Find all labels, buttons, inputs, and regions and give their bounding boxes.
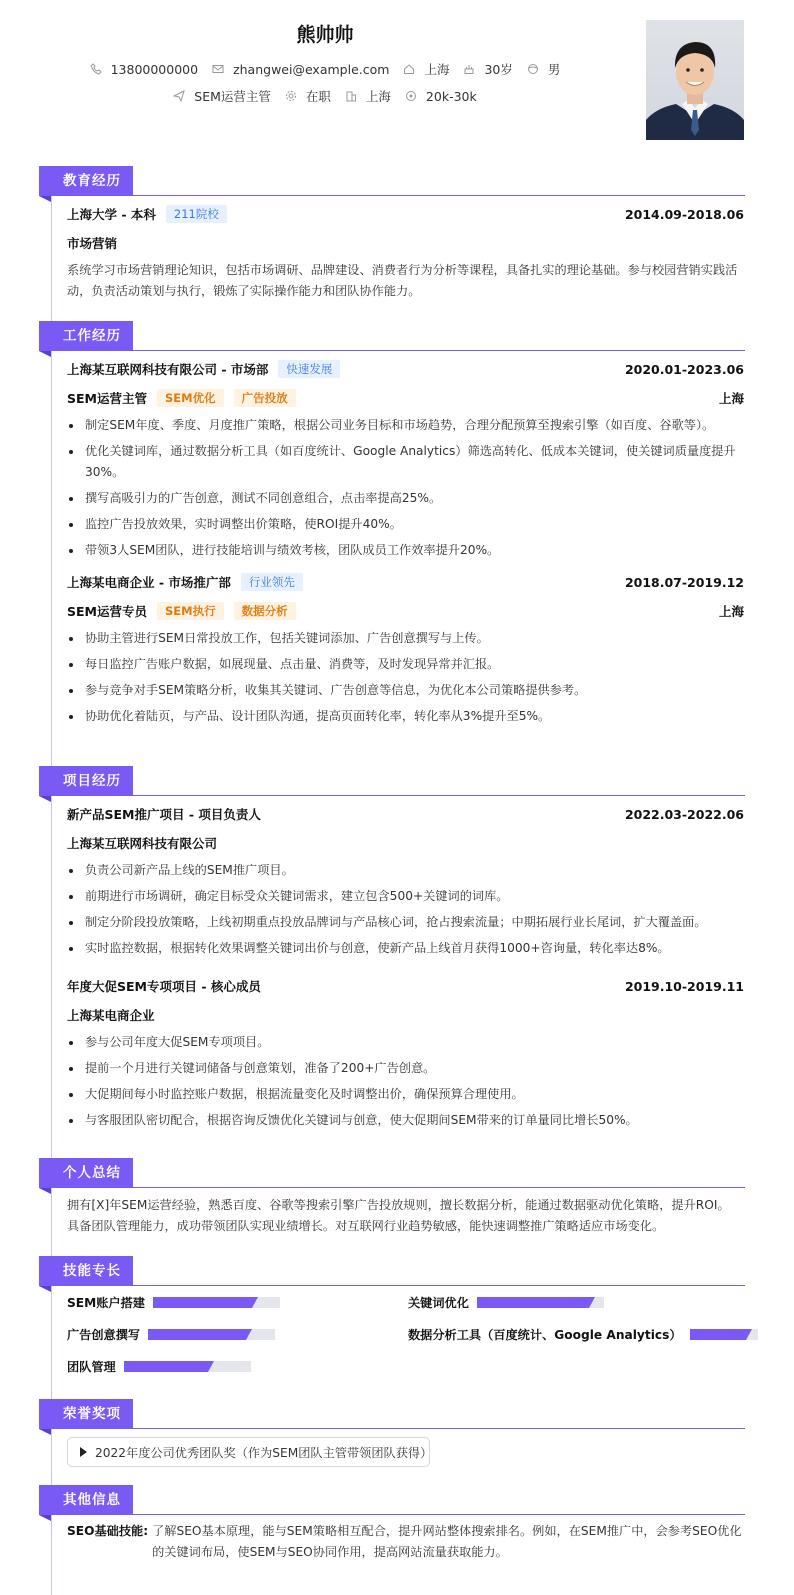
project-company: 上海某互联网科技有限公司 xyxy=(67,836,218,851)
list-item: 参与竞争对手SEM策略分析，收集其关键词、广告创意等信息，为优化本公司策略提供参考。 xyxy=(67,680,744,701)
company-tag: 快速发展 xyxy=(278,360,340,378)
other-label: SEO基础技能: xyxy=(67,1524,149,1538)
contact-email: zhangwei@example.com xyxy=(212,62,389,77)
skill-name: 团队管理 xyxy=(67,1360,116,1374)
education-major-row xyxy=(67,234,744,252)
list-item: 优化关键词库，通过数据分析工具（如百度统计、Google Analytics）筛选高转化、低成本关键词，使关键词质量度提升30%。 xyxy=(67,441,744,483)
skill-name: SEM账户搭建 xyxy=(67,1296,145,1310)
skill-name: 数据分析工具（百度统计、Google Analytics） xyxy=(408,1328,682,1342)
project-company: 上海某电商企业 xyxy=(67,1008,155,1023)
section-summary xyxy=(39,1158,745,1188)
work-bullets xyxy=(67,415,744,566)
list-item: 协助主管进行SEM日常投放工作，包括关键词添加、广告创意撰写与上传。 xyxy=(67,628,744,649)
project-date: 2022.03-2022.06 xyxy=(624,806,744,822)
phone-icon xyxy=(90,63,102,75)
job-title: SEM运营主管 xyxy=(67,391,147,406)
project-company-row xyxy=(67,834,744,852)
contact-phone: 13800000000 xyxy=(90,62,198,77)
education-date: 2014.09-2018.06 xyxy=(624,206,744,222)
section-title: 技能专长 xyxy=(39,1256,133,1286)
section-title: 工作经历 xyxy=(39,321,133,351)
skill-name: 广告创意撰写 xyxy=(67,1328,141,1342)
work-role-row xyxy=(67,602,744,620)
project-name: 年度大促SEM专项项目 - 核心成员 xyxy=(67,979,261,994)
intent-job: SEM运营主管 xyxy=(173,87,271,105)
section-title: 项目经历 xyxy=(39,766,133,796)
education-header xyxy=(67,205,744,223)
skill-bar-fill xyxy=(153,1297,252,1308)
skill-bar-fill xyxy=(477,1297,589,1308)
project-bullets xyxy=(67,860,744,964)
list-item: 负责公司新产品上线的SEM推广项目。 xyxy=(67,860,744,881)
list-item: 每日监控广告账户数据，如展现量、点击量、消费等，及时发现异常并汇报。 xyxy=(67,654,744,675)
other-text: 了解SEO基本原理，能与SEM策略相互配合，提升网站整体搜索排名。例如，在SEM推广中，会参考SEO优化的关键词布局，使SEM与SEO协同作用，提高网站流量获取能力。 xyxy=(152,1524,742,1559)
gender-icon xyxy=(527,63,539,75)
work-date: 2020.01-2023.06 xyxy=(624,361,744,377)
skill-bar-fill xyxy=(690,1329,746,1340)
company-tag: 行业领先 xyxy=(241,573,303,591)
list-item: 与客服团队密切配合，根据咨询反馈优化关键词与创意，使大促期间SEM带来的订单量同比增长50%。 xyxy=(67,1110,744,1131)
skill-bar xyxy=(690,1329,758,1340)
role-tag: 广告投放 xyxy=(234,389,296,407)
project-name: 新产品SEM推广项目 - 项目负责人 xyxy=(67,807,261,822)
contact-city: 上海 xyxy=(403,60,449,78)
money-icon xyxy=(405,90,417,102)
section-other xyxy=(39,1485,745,1515)
job-intent-row xyxy=(0,87,650,105)
work-header xyxy=(67,360,744,378)
role-tag: SEM执行 xyxy=(157,602,224,620)
section-awards xyxy=(39,1399,745,1429)
list-item: 参与公司年度大促SEM专项项目。 xyxy=(67,1032,744,1053)
list-item: 撰写高吸引力的广告创意，测试不同创意组合，点击率提高25%。 xyxy=(67,488,744,509)
section-title: 教育经历 xyxy=(39,166,133,196)
award-text: 2022年度公司优秀团队奖（作为SEM团队主管带领团队获得） xyxy=(95,1445,433,1460)
timeline-line xyxy=(51,195,52,1595)
skill-item xyxy=(67,1294,280,1311)
intent-status: 在职 xyxy=(285,87,331,105)
list-item: 制定SEM年度、季度、月度推广策略，根据公司业务目标和市场趋势，合理分配预算至搜索引擎（如百度、谷歌等）。 xyxy=(67,415,744,436)
other-info xyxy=(67,1521,744,1563)
job-title: SEM运营专员 xyxy=(67,604,147,619)
caret-right-icon xyxy=(80,1447,87,1457)
gear-icon xyxy=(285,90,297,102)
project-header xyxy=(67,805,744,823)
skill-item xyxy=(67,1326,275,1343)
skill-item xyxy=(408,1326,758,1343)
role-tag: 数据分析 xyxy=(234,602,296,620)
skill-item xyxy=(67,1358,251,1375)
contact-age: 30岁 xyxy=(463,60,512,78)
skill-bar-fill xyxy=(148,1329,246,1340)
skill-bar xyxy=(124,1361,251,1372)
project-bullets xyxy=(67,1032,744,1136)
school-tag: 211院校 xyxy=(166,205,227,223)
intent-city: 上海 xyxy=(345,87,391,105)
company-name: 上海某电商企业 - 市场推广部 xyxy=(67,575,231,590)
work-role-row xyxy=(67,389,744,407)
home-icon xyxy=(403,63,415,75)
education-desc: 系统学习市场营销理论知识，包括市场调研、品牌建设、消费者行为分析等课程，具备扎实的理论基础。参与校园营销实践活动，负责活动策划与执行，锻炼了实际操作能力和团队协作能力。 xyxy=(67,263,738,298)
work-date: 2018.07-2019.12 xyxy=(624,574,744,590)
skill-bar-fill xyxy=(124,1361,208,1372)
company-name: 上海某互联网科技有限公司 - 市场部 xyxy=(67,362,269,377)
work-bullets xyxy=(67,628,744,732)
project-company-row xyxy=(67,1006,744,1024)
section-title: 个人总结 xyxy=(39,1158,133,1188)
list-item: 实时监控数据，根据转化效果调整关键词出价与创意，使新产品上线首月获得1000+咨询量，转化率达8%。 xyxy=(67,938,744,959)
skill-bar xyxy=(148,1329,275,1340)
candidate-name: 熊帅帅 xyxy=(296,24,354,46)
section-title: 其他信息 xyxy=(39,1485,133,1515)
section-project xyxy=(39,766,745,796)
contact-row xyxy=(0,60,650,78)
section-work xyxy=(39,321,745,351)
list-item: 提前一个月进行关键词储备与创意策划，准备了200+广告创意。 xyxy=(67,1058,744,1079)
cake-icon xyxy=(463,63,475,75)
work-header xyxy=(67,573,744,591)
list-item: 制定分阶段投放策略，上线初期重点投放品牌词与产品核心词，抢占搜索流量；中期拓展行业长尾词，扩大覆盖面。 xyxy=(67,912,744,933)
work-city: 上海 xyxy=(718,391,744,406)
skill-bar xyxy=(153,1297,280,1308)
intent-salary: 20k-30k xyxy=(405,89,477,104)
school-name: 上海大学 - 本科 xyxy=(67,207,156,222)
skill-item xyxy=(408,1294,604,1311)
list-item: 协助优化着陆页，与产品、设计团队沟通，提高页面转化率，转化率从3%提升至5%。 xyxy=(67,706,744,727)
section-skills xyxy=(39,1256,745,1286)
list-item: 监控广告投放效果，实时调整出价策略，使ROI提升40%。 xyxy=(67,514,744,535)
skill-bar xyxy=(477,1297,604,1308)
summary-text: 拥有[X]年SEM运营经验，熟悉百度、谷歌等搜索引擎广告投放规则，擅长数据分析，能通过数据驱动优化策略，提升ROI。具备团队管理能力，成功带领团队实现业绩增长。对互联网行业趋势敏感，能快速调整推广策略适应市场变化。 xyxy=(67,1198,730,1233)
list-item: 前期进行市场调研，确定目标受众关键词需求，建立包含500+关键词的词库。 xyxy=(67,886,744,907)
list-item: 带领3人SEM团队，进行技能培训与绩效考核，团队成员工作效率提升20%。 xyxy=(67,540,744,561)
list-item: 大促期间每小时监控账户数据，根据流量变化及时调整出价，确保预算合理使用。 xyxy=(67,1084,744,1105)
mail-icon xyxy=(212,63,224,75)
role-tag: SEM优化 xyxy=(157,389,224,407)
section-title: 荣誉奖项 xyxy=(39,1399,133,1429)
project-header xyxy=(67,977,744,995)
skill-name: 关键词优化 xyxy=(408,1296,469,1310)
work-city: 上海 xyxy=(718,604,744,619)
major: 市场营销 xyxy=(67,236,118,251)
send-icon xyxy=(173,90,185,102)
profile-photo xyxy=(646,20,744,140)
project-date: 2019.10-2019.11 xyxy=(624,978,744,994)
building-icon xyxy=(345,90,357,102)
section-education xyxy=(39,166,745,196)
contact-gender: 男 xyxy=(527,60,561,78)
award-item[interactable] xyxy=(67,1437,433,1467)
